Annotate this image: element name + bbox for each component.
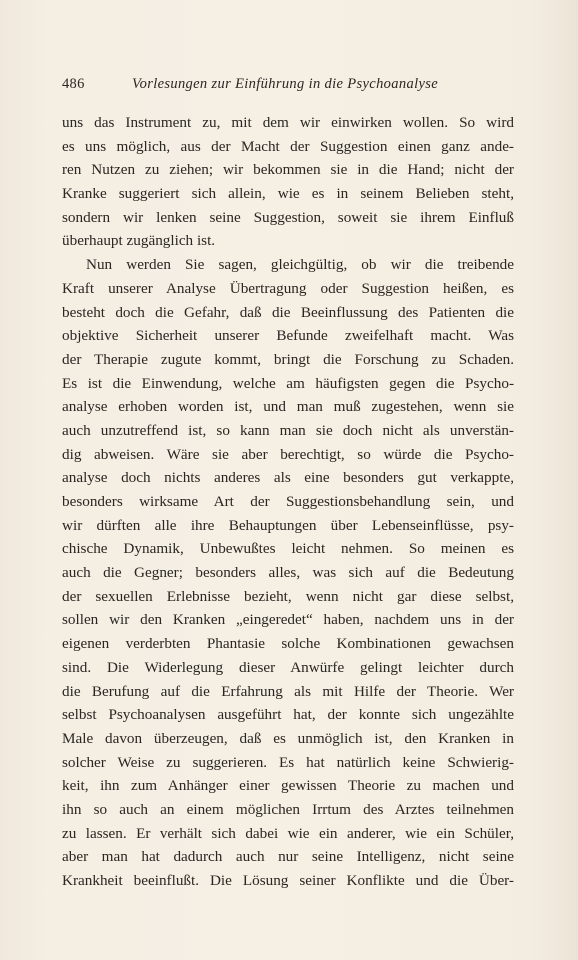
body-text — [62, 111, 514, 893]
text-line: solcher Weise zu suggerieren. Es hat natürlich keine Schwierig- — [62, 753, 514, 771]
text-line: besonders wirksame Art der Suggestionsbehandlung sein, und — [62, 493, 514, 510]
text-line: sondern wir lenken seine Suggestion, soweit sie ihrem Einfluß — [62, 208, 514, 226]
text-line: Es ist die Einwendung, welche am häufigsten gegen die Psycho- — [62, 374, 514, 392]
text-line: aber man hat dadurch auch nur seine Intelligenz, nicht seine — [62, 848, 514, 866]
text-line: objektive Sicherheit unserer Befunde zweifelhaft macht. Was — [62, 327, 514, 345]
text-line: chische Dynamik, Unbewußtes leicht nehmen. So meinen es — [62, 540, 514, 558]
text-line: auch unzutreffend ist, so kann man sie doch nicht als unverstän- — [62, 421, 514, 439]
text-line: keit, ihn zum Anhänger einer gewissen Theorie zu machen und — [62, 777, 514, 795]
text-line: sind. Die Widerlegung dieser Anwürfe gelingt leichter durch — [62, 658, 514, 676]
text-line: auch die Gegner; besonders alles, was sich auf die Bedeutung — [62, 564, 514, 582]
text-line: selbst Psychoanalysen ausgeführt hat, der konnte sich ungezählte — [62, 706, 514, 724]
text-line: Nun werden Sie sagen, gleichgültig, ob wir die treibende — [86, 256, 514, 274]
text-line: ihn so auch an einem möglichen Irrtum des Arztes teilnehmen — [62, 800, 514, 818]
text-line: sollen wir den Kranken „eingeredet“ haben, nachdem uns in der — [62, 611, 514, 629]
text-line: überhaupt zugänglich ist. — [62, 232, 216, 250]
running-head: Vorlesungen zur Einführung in die Psychoanalyse — [132, 76, 439, 92]
text-line: es uns möglich, aus der Macht der Suggestion einen ganz ande- — [62, 137, 514, 155]
text-line: Kranke suggeriert sich allein, wie es in seinem Belieben steht, — [62, 185, 514, 203]
text-line: Male davon überzeugen, daß es unmöglich ist, den Kranken in — [62, 729, 514, 747]
text-line: dig abweisen. Wäre sie aber berechtigt, so würde die Psycho- — [62, 445, 514, 463]
text-line: analyse doch nichts anderes als eine besonders gut verkappte, — [62, 469, 514, 487]
page-header — [62, 76, 516, 98]
text-line: Krankheit beeinflußt. Die Lösung seiner Konflikte und die Über- — [62, 872, 514, 889]
text-line: wir dürften alle ihre Behauptungen über Lebenseinflüsse, psy- — [62, 516, 514, 534]
text-line: zu lassen. Er verhält sich dabei wie ein anderer, wie ein Schüler, — [62, 824, 514, 842]
text-line: der sexuellen Erlebnisse bezieht, wenn nicht gar diese selbst, — [62, 587, 514, 605]
text-line: ren Nutzen zu ziehen; wir bekommen sie in die Hand; nicht der — [62, 161, 514, 179]
text-line: der Therapie zugute kommt, bringt die Forschung zu Schaden. — [62, 350, 514, 368]
text-line: uns das Instrument zu, mit dem wir einwirken wollen. So wird — [62, 114, 514, 131]
text-line: besteht doch die Gefahr, daß die Beeinflussung des Patienten die — [62, 303, 514, 321]
text-line: eigenen verderbten Phantasie solche Kombinationen gewachsen — [62, 635, 514, 653]
text-line: Kraft unserer Analyse Übertragung oder Suggestion heißen, es — [62, 279, 514, 297]
page-number: 486 — [62, 76, 85, 92]
text-line: analyse erhoben worden ist, und man muß zugestehen, wenn sie — [62, 398, 514, 416]
text-line: die Berufung auf die Erfahrung als mit Hilfe der Theorie. Wer — [62, 682, 514, 700]
